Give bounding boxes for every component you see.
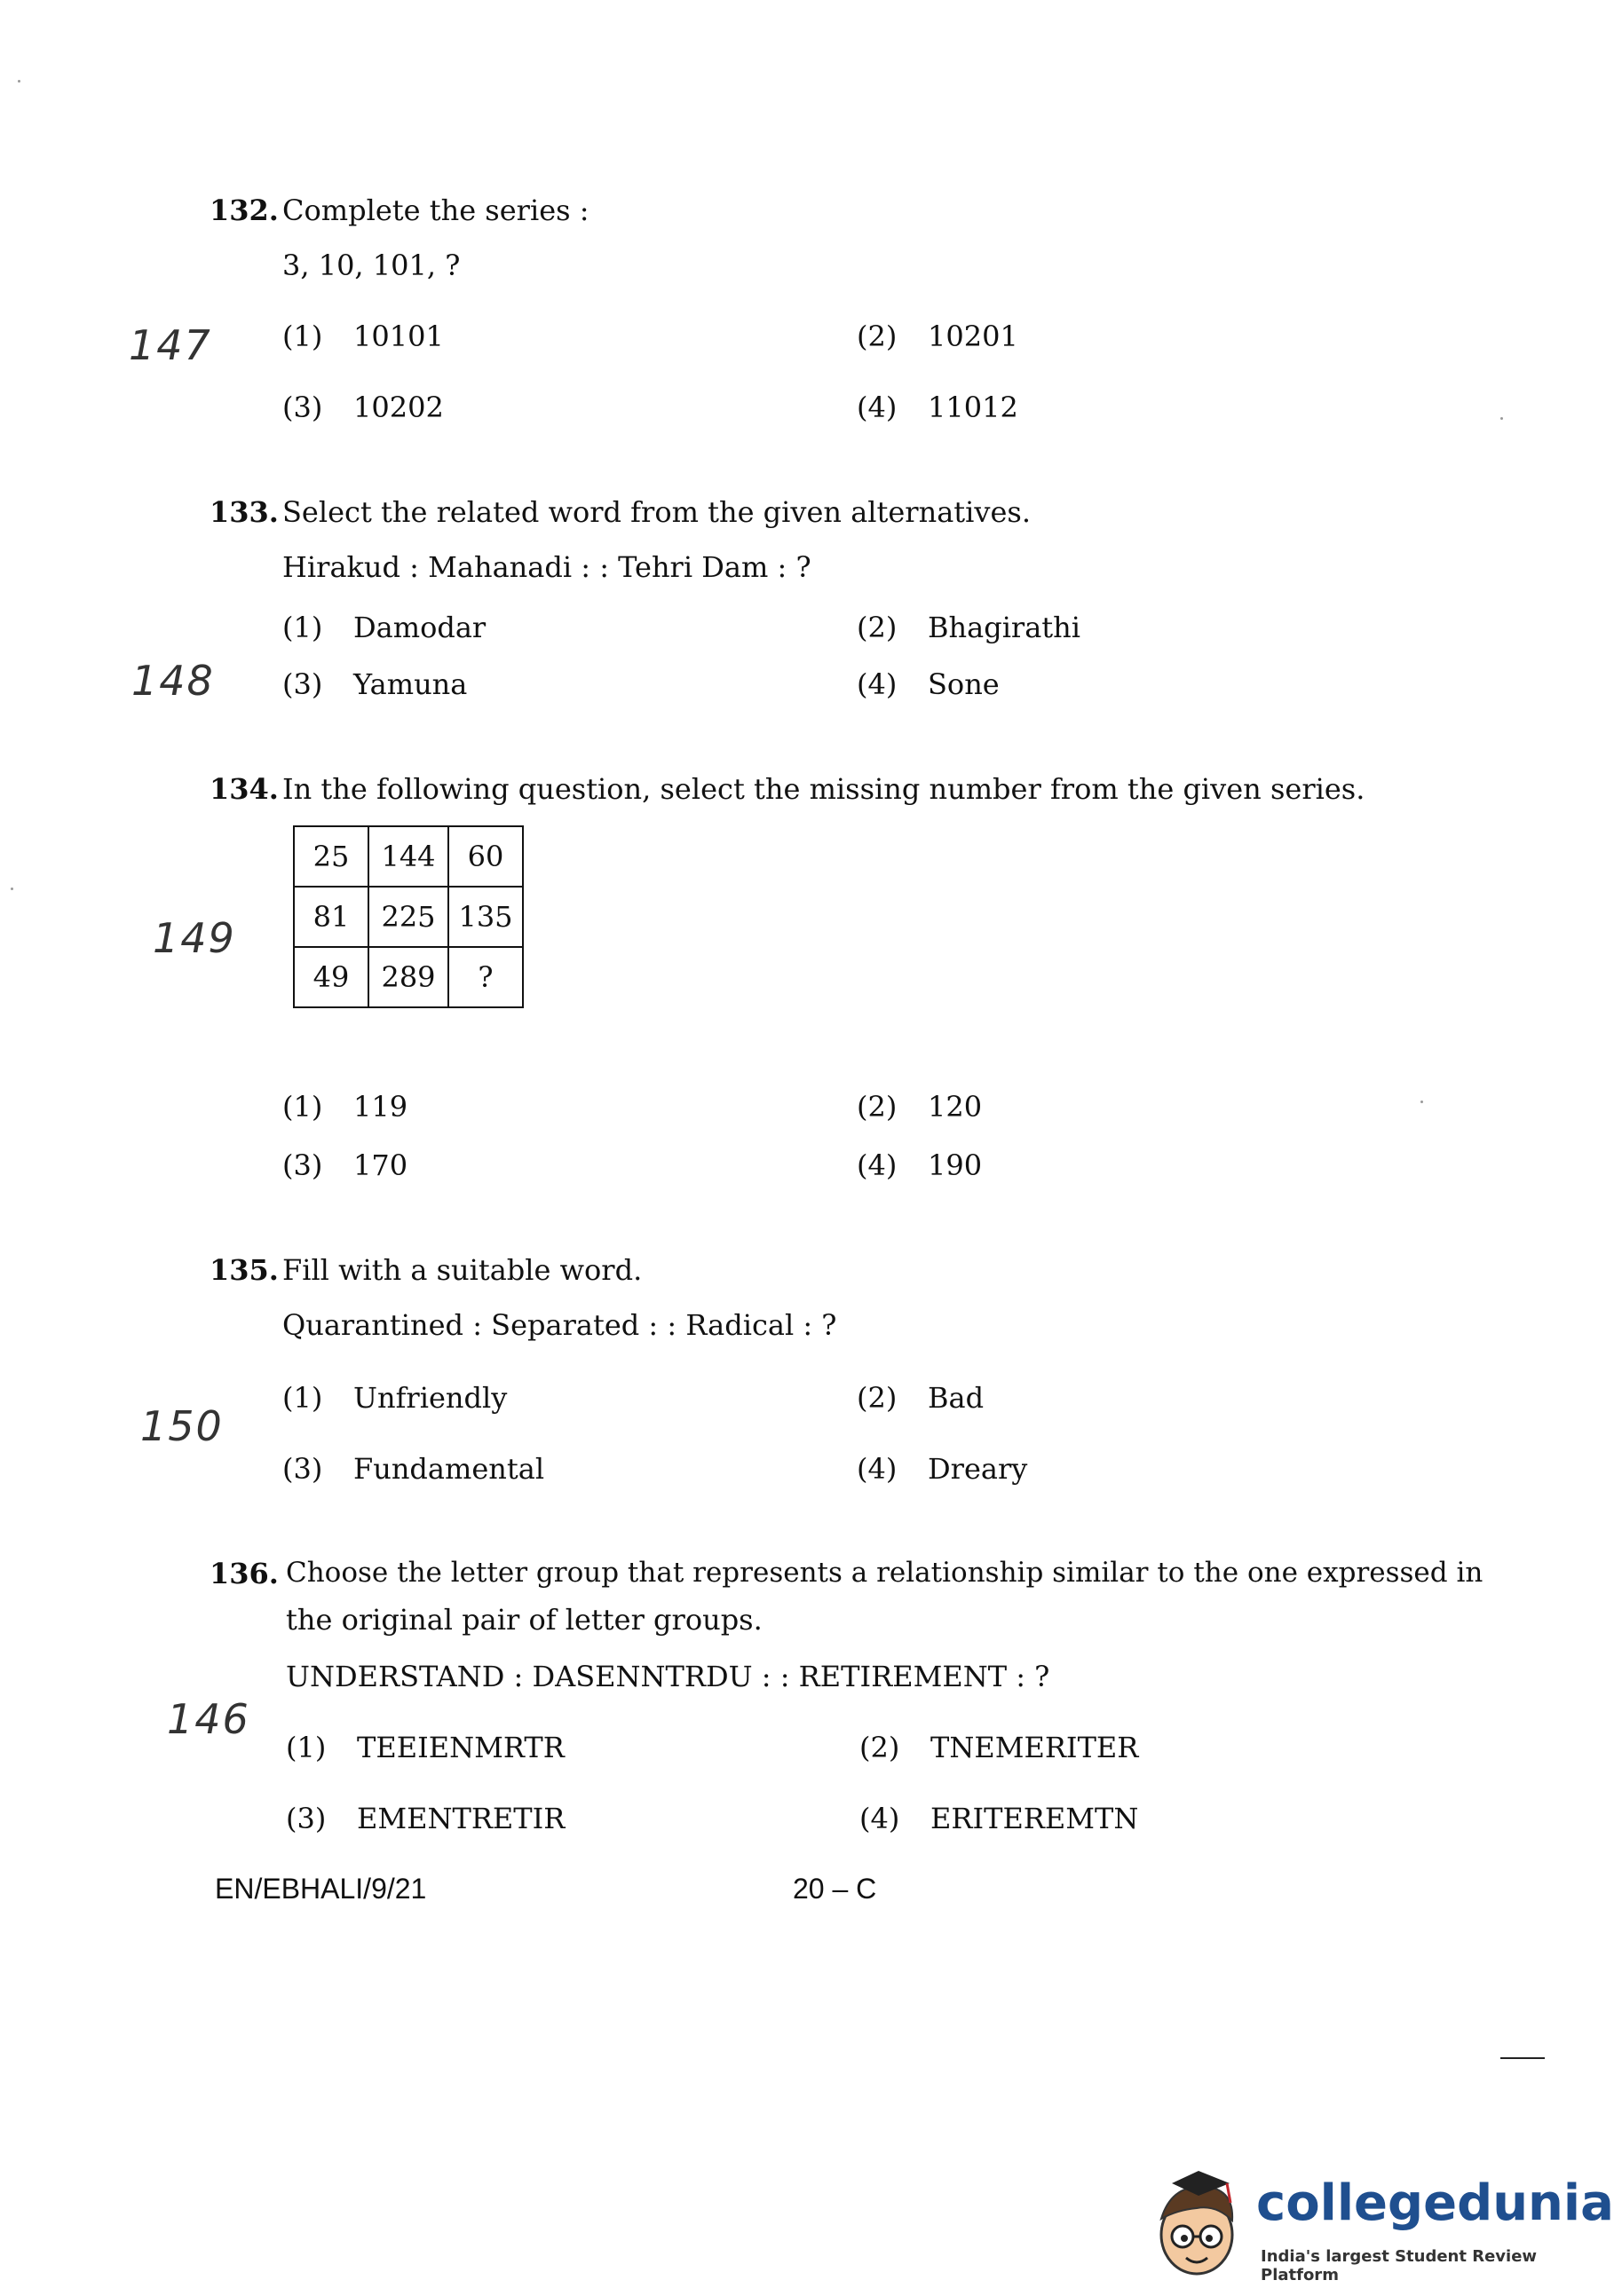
option xyxy=(282,611,486,644)
option-label: (4) xyxy=(857,667,898,701)
option xyxy=(286,1731,565,1764)
grid-cell: 81 xyxy=(294,887,368,947)
question-text: Select the related word from the given alternatives. xyxy=(282,495,1031,529)
handwritten-note: 147 xyxy=(129,321,212,369)
option xyxy=(282,391,444,424)
question-number: 133. xyxy=(210,495,279,529)
option-label: (2) xyxy=(857,611,898,644)
option-text: TNEMERITER xyxy=(930,1731,1139,1764)
mascot-icon xyxy=(1145,2166,1252,2290)
logo-tagline: India's largest Student Review Platform xyxy=(1261,2247,1538,2284)
scan-speck xyxy=(1500,417,1503,420)
scan-speck xyxy=(1420,1101,1423,1103)
question-analogy: Quarantined : Separated : : Radical : ? xyxy=(282,1308,837,1342)
option-text: Bhagirathi xyxy=(928,611,1080,644)
option xyxy=(857,320,1018,353)
option-text: Dreary xyxy=(928,1452,1028,1486)
option-label: (1) xyxy=(282,1090,323,1124)
option-text: Unfriendly xyxy=(353,1381,508,1415)
option xyxy=(282,1148,407,1182)
option-label: (4) xyxy=(857,391,898,424)
handwritten-note: 150 xyxy=(140,1402,224,1450)
option xyxy=(857,611,1080,644)
option-label: (1) xyxy=(286,1731,327,1764)
collegedunia-logo xyxy=(1145,2166,1614,2290)
option-label: (1) xyxy=(282,320,323,353)
question-number: 134. xyxy=(210,772,279,806)
option xyxy=(282,320,444,353)
option-text: 10101 xyxy=(353,320,444,353)
option-text: 10201 xyxy=(928,320,1018,353)
scan-mark xyxy=(1500,2057,1545,2059)
option-text: EMENTRETIR xyxy=(357,1802,566,1835)
question-number: 135. xyxy=(210,1253,279,1287)
question-number: 136. xyxy=(210,1557,279,1590)
option xyxy=(282,1452,544,1486)
number-grid xyxy=(293,825,524,1008)
option-label: (3) xyxy=(282,1148,323,1182)
option-text: Damodar xyxy=(353,611,487,644)
grid-cell: ? xyxy=(448,947,523,1007)
question-text: In the following question, select the missing number from the given series. xyxy=(282,772,1365,806)
option xyxy=(857,1452,1027,1486)
handwritten-note: 148 xyxy=(131,657,215,705)
option-label: (4) xyxy=(859,1802,900,1835)
option-label: (2) xyxy=(857,1381,898,1415)
option xyxy=(859,1731,1138,1764)
page-number: 20 – C xyxy=(793,1873,877,1905)
option-text: Sone xyxy=(928,667,1000,701)
question-analogy: Hirakud : Mahanadi : : Tehri Dam : ? xyxy=(282,550,811,584)
option-text: 170 xyxy=(353,1148,408,1182)
handwritten-note: 149 xyxy=(153,914,236,962)
option xyxy=(857,1148,982,1182)
logo-name: collegedunia xyxy=(1256,2174,1614,2232)
grid-cell: 144 xyxy=(368,826,448,887)
grid-cell: 225 xyxy=(368,887,448,947)
option-label: (3) xyxy=(286,1802,327,1835)
option xyxy=(857,391,1018,424)
option-text: Bad xyxy=(928,1381,985,1415)
grid-cell: 289 xyxy=(368,947,448,1007)
option-label: (1) xyxy=(282,611,323,644)
option xyxy=(282,667,467,701)
option-label: (3) xyxy=(282,1452,323,1486)
option-text: TEEIENMRTR xyxy=(357,1731,565,1764)
option-text: Fundamental xyxy=(353,1452,545,1486)
question-analogy: UNDERSTAND : DASENNTRDU : : RETIREMENT : ? xyxy=(286,1660,1050,1693)
option-text: 120 xyxy=(928,1090,983,1124)
option-label: (1) xyxy=(282,1381,323,1415)
option-text: 11012 xyxy=(928,391,1018,424)
handwritten-note: 146 xyxy=(167,1695,250,1743)
question-text: Fill with a suitable word. xyxy=(282,1253,643,1287)
option-label: (4) xyxy=(857,1452,898,1486)
option-text: 190 xyxy=(928,1148,983,1182)
option xyxy=(286,1802,565,1835)
question-text-cont: the original pair of letter groups. xyxy=(286,1603,763,1637)
scan-speck xyxy=(18,80,20,83)
question-text: Complete the series : xyxy=(282,193,589,227)
option xyxy=(859,1802,1138,1835)
option-label: (4) xyxy=(857,1148,898,1182)
option xyxy=(282,1381,507,1415)
option-text: ERITEREMTN xyxy=(930,1802,1139,1835)
question-series: 3, 10, 101, ? xyxy=(282,249,461,282)
option-label: (3) xyxy=(282,391,323,424)
paper-code: EN/EBHALI/9/21 xyxy=(215,1873,427,1905)
option xyxy=(857,1090,982,1124)
option-text: 119 xyxy=(353,1090,408,1124)
scan-speck xyxy=(11,888,13,890)
grid-cell: 25 xyxy=(294,826,368,887)
option-label: (2) xyxy=(859,1731,900,1764)
grid-cell: 49 xyxy=(294,947,368,1007)
option-label: (2) xyxy=(857,1090,898,1124)
option-label: (2) xyxy=(857,320,898,353)
grid-cell: 60 xyxy=(448,826,523,887)
option-text: 10202 xyxy=(353,391,444,424)
option-text: Yamuna xyxy=(353,667,468,701)
option xyxy=(857,1381,984,1415)
option xyxy=(857,667,1000,701)
option-label: (3) xyxy=(282,667,323,701)
option xyxy=(282,1090,407,1124)
question-number: 132. xyxy=(210,193,279,227)
grid-cell: 135 xyxy=(448,887,523,947)
question-text: Choose the letter group that represents a relationship similar to the one expressed in xyxy=(286,1557,1483,1589)
